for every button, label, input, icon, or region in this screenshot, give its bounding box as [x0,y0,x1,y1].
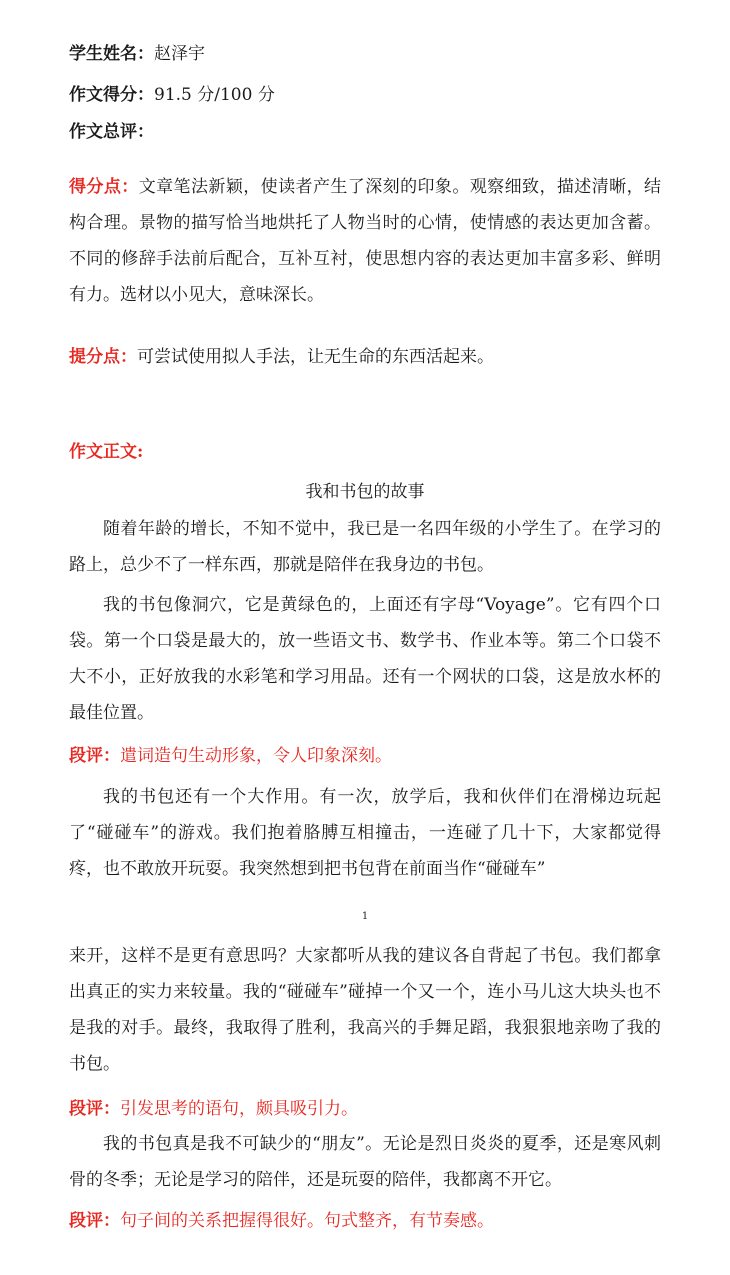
comment-2-text: 引发思考的语句，颇具吸引力。 [120,1099,358,1119]
strength-paragraph [69,169,661,313]
score-label: 作文得分： [69,85,154,105]
essay-paragraph-3: 我的书包还有一个大作用。有一次，放学后，我和伙伴们在滑梯边玩起了“碰碰车”的游戏。我们抱着胳膊互相撞击，一连碰了几十下，大家都觉得疼，也不敢放开玩耍。我突然想到把书包背在前面当作“碰碰车” [69,787,661,879]
improve-text: 可尝试使用拟人手法，让无生命的东西活起来。 [137,347,494,367]
strength-text: 文章笔法新颖，使读者产生了深刻的印象。观察细致，描述清晰，结构合理。景物的描写恰当地烘托了人物当时的心情，使情感的表达更加含蓄。不同的修辞手法前后配合，互补互衬，使思想内容的表达更加丰富多彩、鲜明有力。选材以小见大，意味深长。 [69,177,662,305]
essay-title: 我和书包的故事 [305,482,425,502]
improve-label: 提分点： [69,347,137,367]
essay-paragraph-2: 我的书包像洞穴，它是黄绿色的，上面还有字母“Voyage”。它有四个口袋。第一个口袋是最大的，放一些语文书、数学书、作业本等。第二个口袋不大不小，正好放我的水彩笔和学习用品。还有一个网状的口袋，这是放水杯的最佳位置。 [69,595,661,723]
improve-paragraph [69,339,661,375]
score-value: 91.5 分/100 分 [154,85,275,105]
comment-1-label: 段评： [69,746,120,766]
essay-paragraph-4: 我的书包真是我不可缺少的“朋友”。无论是烈日炎炎的夏季，还是寒风刺骨的冬季；无论是学习的陪伴，还是玩耍的陪伴，我都离不开它。 [69,1134,661,1190]
strength-label: 得分点： [69,177,139,197]
comment-1-text: 遣词造句生动形象，令人印象深刻。 [120,746,392,766]
essay-section-heading: 作文正文: [69,442,144,462]
comment-3 [69,1209,661,1233]
summary-heading: 作文总评： [69,122,154,142]
comment-1 [69,744,661,768]
student-name-value: 赵泽宇 [154,44,205,64]
page-number: 1 [361,911,369,922]
comment-3-label: 段评： [69,1211,120,1231]
essay-paragraph-3-continued: 来开，这样不是更有意思吗？大家都听从我的建议各自背起了书包。我们都拿出真正的实力来较量。我的“碰碰车”碰掉一个又一个，连小马儿这大块头也不是我的对手。最终，我取得了胜利，我高兴的手舞足蹈，我狠狠地亲吻了我的书包。 [69,946,661,1074]
student-name-label: 学生姓名： [69,44,154,64]
student-name-row [69,42,661,66]
score-row [69,83,661,107]
essay-paragraph-1: 随着年龄的增长，不知不觉中，我已是一名四年级的小学生了。在学习的路上，总少不了一样东西，那就是陪伴在我身边的书包。 [69,519,661,575]
comment-3-text: 句子间的关系把握得很好。句式整齐，有节奏感。 [120,1211,494,1231]
comment-2-label: 段评： [69,1099,120,1119]
comment-2 [69,1097,661,1121]
